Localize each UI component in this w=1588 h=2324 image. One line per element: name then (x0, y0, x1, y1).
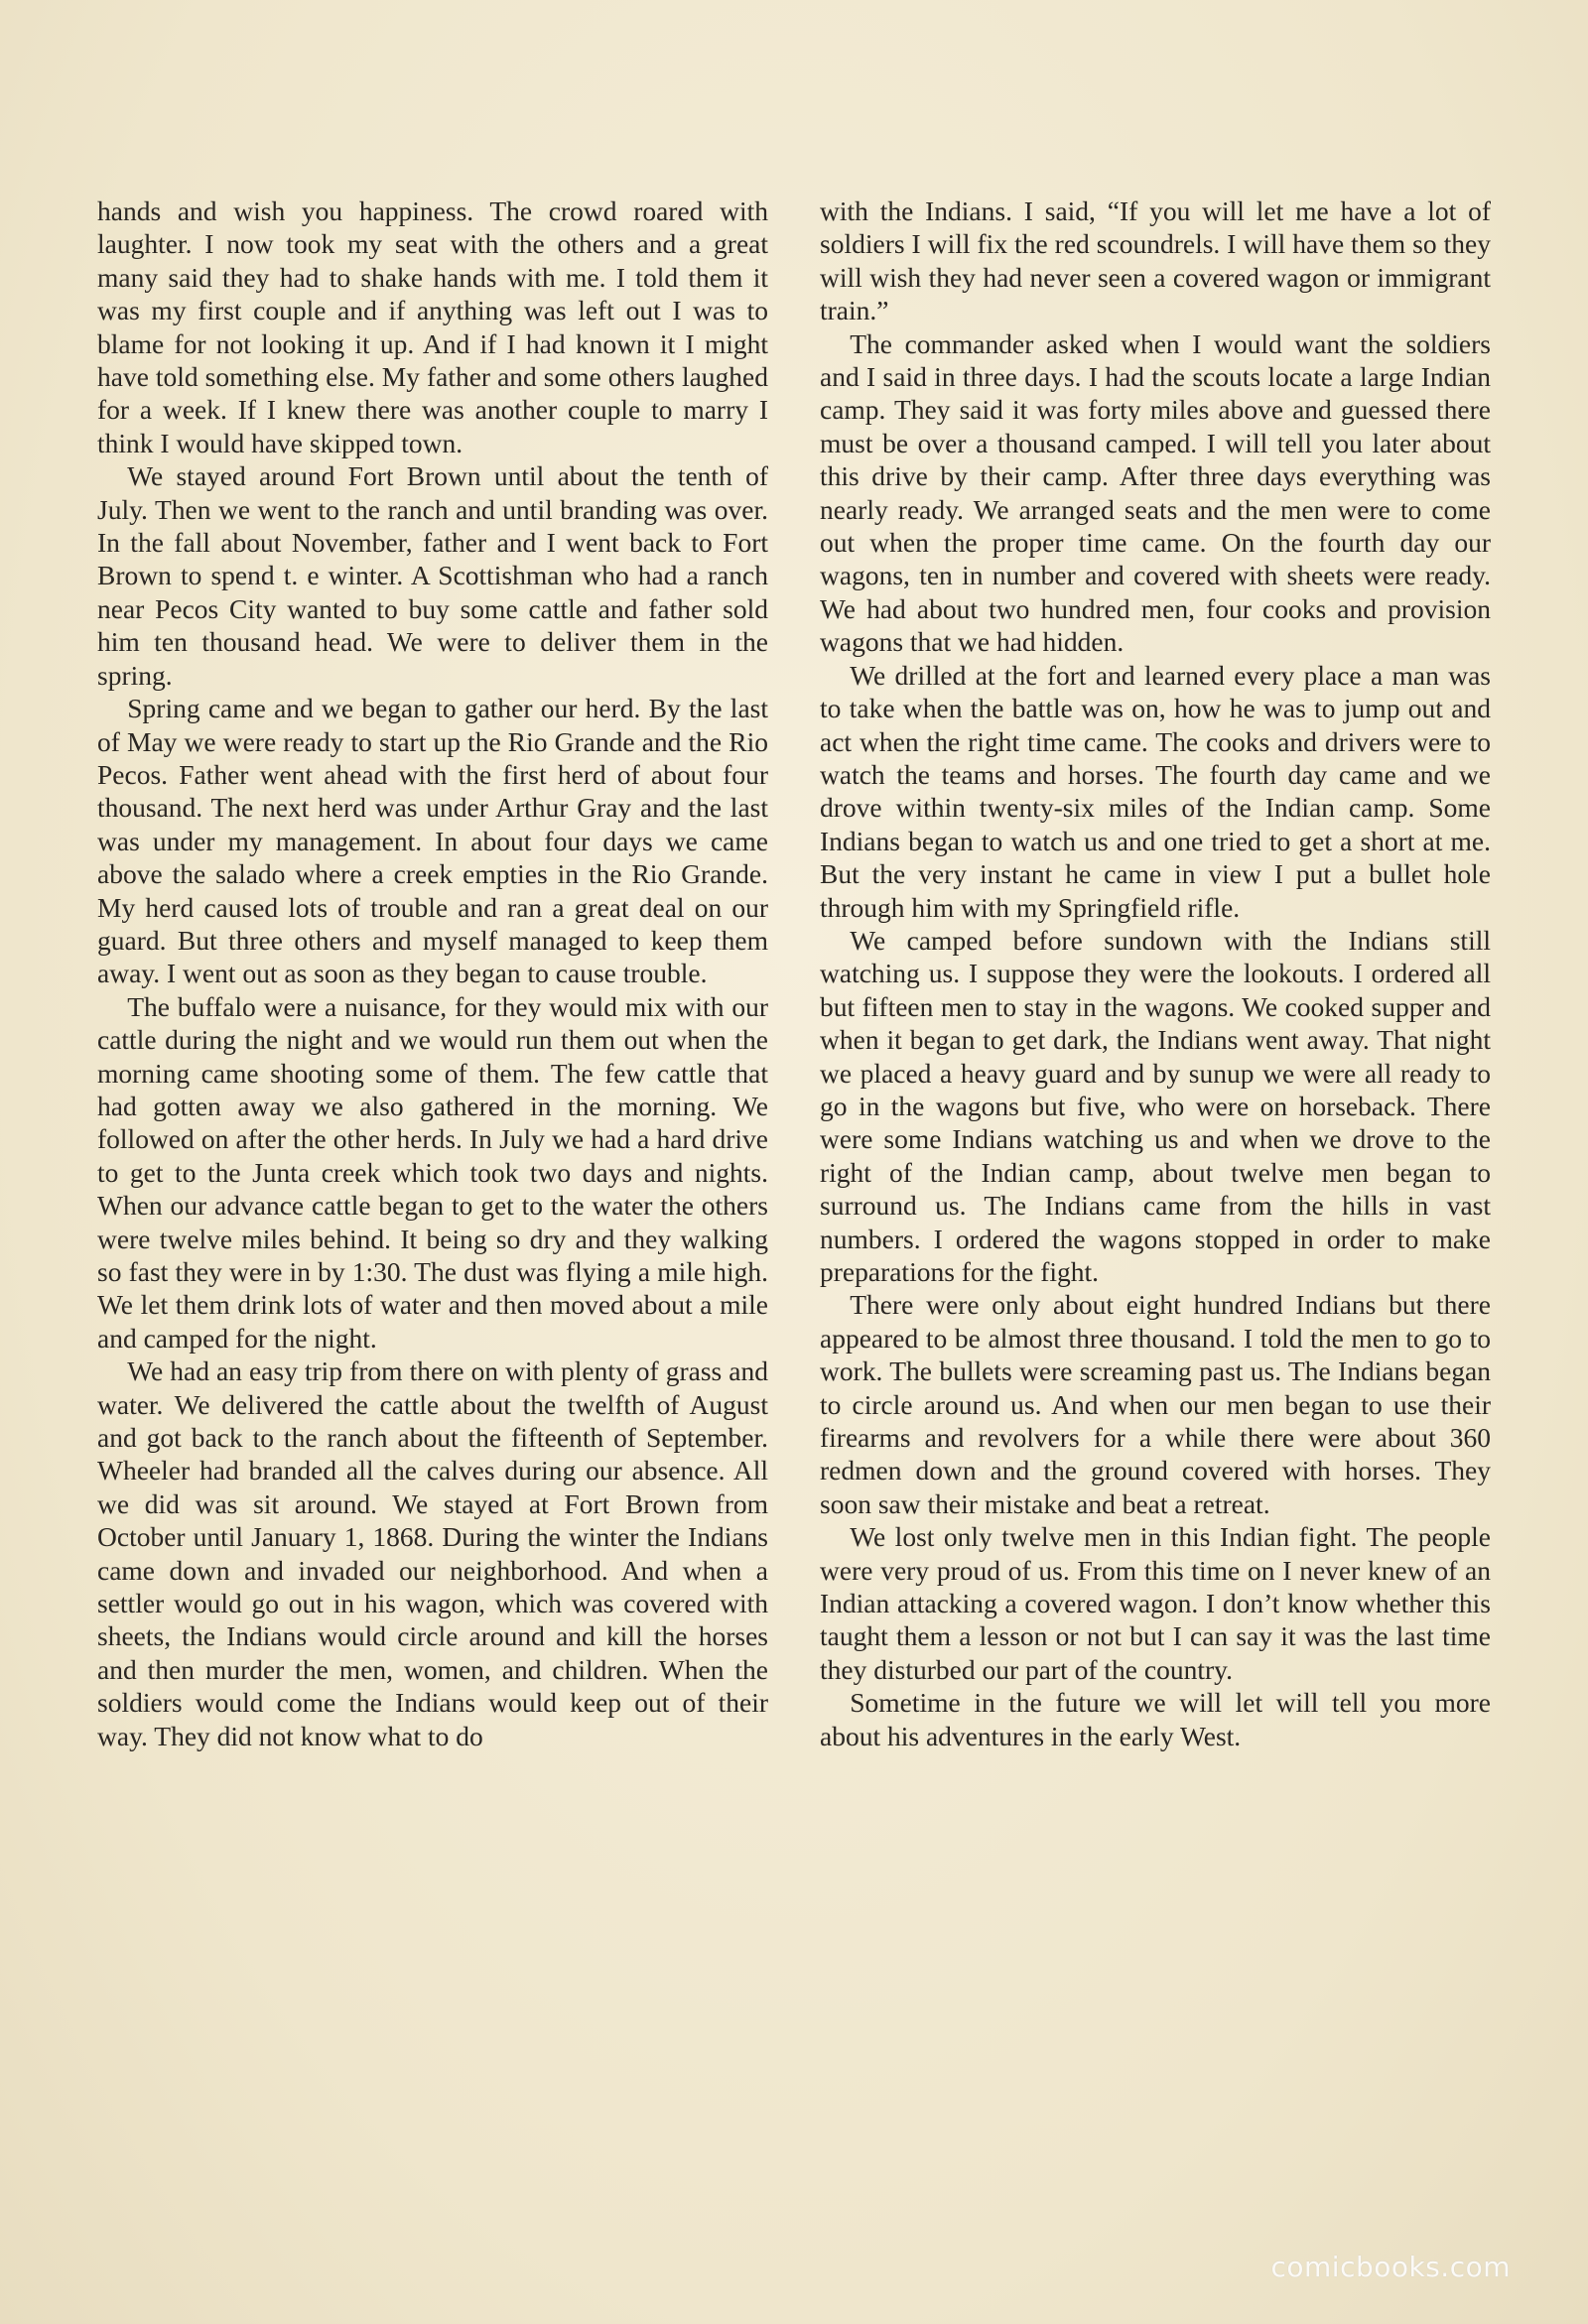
paragraph: The buffalo were a nuisance, for they would mix with our cattle during the night and we would run them out when the morning came shooting some of them. The few cattle that had gotten away we also gathered in the morning. We followed on after the other herds. In July we had a hard drive to get to the Junta creek which took two days and nights. When our advance cattle began to get to the water the others were twelve miles behind. It being so dry and they walking so fast they were in by 1:30. The dust was flying a mile high. We let them drink lots of water and then moved about a mile and camped for the night. (97, 990, 768, 1354)
right-text-column (820, 194, 1491, 2154)
paragraph: We had an easy trip from there on with plenty of grass and water. We delivered the cattle about the twelfth of August and got back to the ranch about the fifteenth of September. Wheeler had branded all the calves during our absence. All we did was sit around. We stayed at Fort Brown from October until January 1, 1868. During the winter the Indians came down and invaded our neighborhood. And when a settler would go out in his wagon, which was covered with sheets, the Indians would circle around and kill the horses and then murder the men, women, and children. When the soldiers would come the Indians would keep out of their way. They did not know what to do (97, 1356, 768, 1751)
paragraph: We stayed around Fort Brown until about the tenth of July. Then we went to the ranch and until branding was over. In the fall about November, father and I went back to Fort Brown to spend t. e winter. A Scottishman who had a ranch near Pecos City wanted to buy some cattle and father sold him ten thousand head. We were to deliver them in the spring. (97, 460, 768, 691)
paragraph: We camped before sundown with the Indians still watching us. I suppose they were the lookouts. I ordered all but fifteen men to stay in the wagons. We cooked supper and when it began to get dark, the Indians went away. That night we placed a heavy guard and by sunup we were all ready to go in the wagons but five, who were on horseback. There were some Indians watching us and when we drove to the right of the Indian camp, about twelve men began to surround us. The Indians came from the hills in vast numbers. I ordered the wagons stopped in order to make preparations for the fight. (820, 924, 1491, 1287)
paragraph: The commander asked when I would want the soldiers and I said in three days. I had the scouts locate a large Indian camp. They said it was forty miles above and guessed there must be over a thousand camped. I will tell you later about this drive by their camp. After three days everything was nearly ready. We arranged seats and the men were to come out when the proper time came. On the fourth day our wagons, ten in number and covered with sheets were ready. We had about two hundred men, four cooks and provision wagons that we had hidden. (820, 327, 1491, 658)
paragraph: There were only about eight hundred Indians but there appeared to be almost three thousand. I told the men to go to work. The bullets were screaming past us. The Indians began to circle around us. And when our men began to use their firearms and revolvers for a while there were about 360 redmen down and the ground covered with horses. They soon saw their mistake and beat a retreat. (820, 1289, 1491, 1519)
paragraph: Sometime in the future we will let will tell you more about his adventures in the early West. (820, 1687, 1491, 1751)
paragraph: We drilled at the fort and learned every place a man was to take when the battle was on, how he was to jump out and act when the right time came. The cooks and drivers were to watch the teams and horses. The fourth day came and we drove within twenty-six miles of the Indian camp. Some Indians began to watch us and one tried to get a short at me. But the very instant he came in view I put a bullet hole through him with my Springfield rifle. (820, 659, 1491, 923)
paragraph: We lost only twelve men in this Indian fight. The people were very proud of us. From this time on I never knew of an Indian attacking a covered wagon. I don’t know whether this taught them a lesson or not but I can say it was the last time they disturbed our part of the country. (820, 1521, 1491, 1685)
watermark-text: comicbooks.com (1270, 2251, 1511, 2283)
paragraph: hands and wish you happiness. The crowd roared with laughter. I now took my seat with the others and a great many said they had to shake hands with me. I told them it was my first couple and if anything was left out I was to blame for not looking it up. And if I had known it I might have told something else. My father and some others laughed for a week. If I knew there was another couple to marry I think I would have skipped town. (97, 195, 768, 458)
left-text-column (97, 194, 768, 2154)
paragraph: with the Indians. I said, “If you will let me have a lot of soldiers I will fix the red scoundrels. I will have them so they will wish they had never seen a covered wagon or immigrant train.” (820, 195, 1491, 326)
paragraph: Spring came and we began to gather our herd. By the last of May we were ready to start up the Rio Grande and the Rio Pecos. Father went ahead with the first herd of about four thousand. The next herd was under Arthur Gray and the last was under my management. In about four days we came above the salado where a creek empties in the Rio Grande. My herd caused lots of trouble and ran a great deal on our guard. But three others and myself managed to keep them away. I went out as soon as they began to cause trouble. (97, 693, 768, 989)
